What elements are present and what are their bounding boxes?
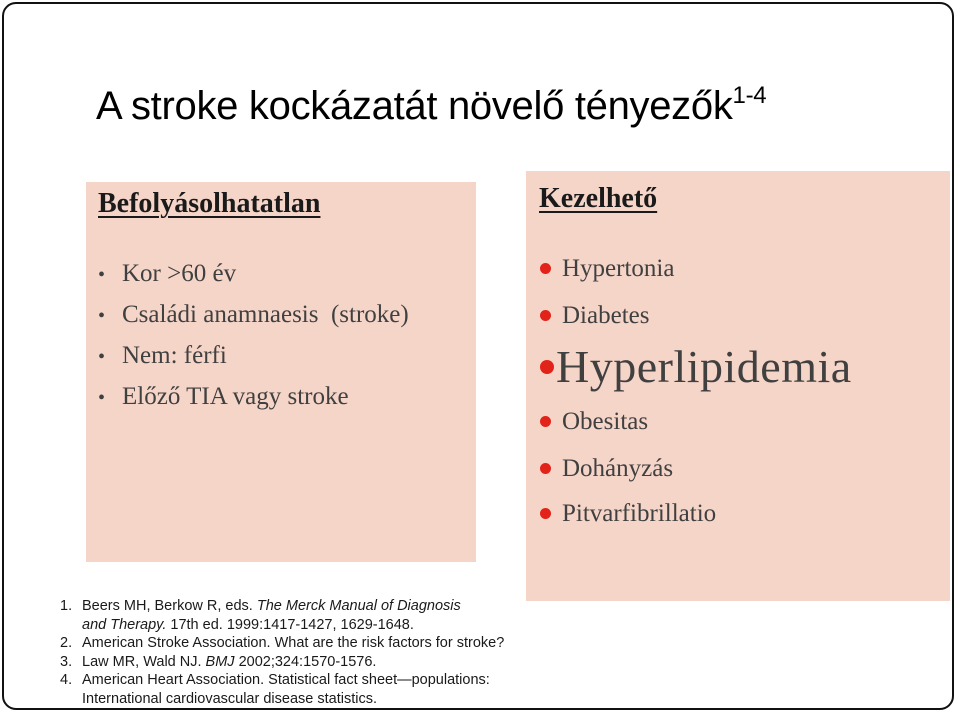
reference-item-continued: International cardiovascular disease statistics. bbox=[82, 690, 377, 707]
list-item: Dohányzás bbox=[540, 454, 852, 484]
red-bullet-icon bbox=[540, 360, 554, 374]
list-item: • Nem: férfi bbox=[98, 342, 227, 369]
slide-title: A stroke kockázatát növelő tényezők$^{1-4}$ bbox=[96, 82, 767, 128]
list-item-emphasized: Hyperlipidemia bbox=[540, 339, 852, 395]
bullet-icon: • bbox=[98, 346, 106, 368]
list-item: Diabetes bbox=[540, 301, 852, 331]
red-bullet-icon bbox=[540, 263, 551, 274]
non-modifiable-factors-box bbox=[86, 182, 476, 562]
red-bullet-icon bbox=[540, 463, 551, 474]
title-superscript: 1-4 bbox=[732, 82, 767, 109]
references-list bbox=[60, 597, 504, 709]
modifiable-heading: Kezelhető bbox=[539, 183, 658, 214]
reference-item: 1. Beers MH, Berkow R, eds. The Merck Manual of Diagnosis bbox=[60, 598, 461, 614]
reference-item-continued: and Therapy. 17th ed. 1999:1417-1427, 1629-1648. bbox=[82, 616, 414, 633]
non-modifiable-list bbox=[98, 260, 409, 424]
red-bullet-icon bbox=[540, 416, 551, 427]
reference-item: 3. Law MR, Wald NJ. BMJ 2002;324:1570-1576. bbox=[60, 653, 377, 670]
bullet-icon: • bbox=[98, 387, 106, 409]
list-item: • Családi anamnaesis (stroke) bbox=[98, 301, 409, 328]
modifiable-factors-box bbox=[526, 171, 950, 601]
bullet-icon: • bbox=[98, 264, 106, 286]
non-modifiable-heading: Befolyásolhatatlan bbox=[98, 188, 321, 219]
slide bbox=[2, 2, 954, 710]
modifiable-list bbox=[540, 254, 852, 529]
red-bullet-icon bbox=[540, 508, 551, 519]
list-item: • Kor >60 év bbox=[98, 260, 237, 287]
red-bullet-icon bbox=[540, 310, 551, 321]
reference-item: 2. American Stroke Association. What are the risk factors for stroke? bbox=[60, 635, 505, 652]
list-item: Hypertonia bbox=[540, 254, 852, 284]
list-item: Obesitas bbox=[540, 407, 852, 437]
reference-item: 4. American Heart Association. Statistical fact sheet—populations: bbox=[60, 672, 490, 689]
list-item: • Előző TIA vagy stroke bbox=[98, 383, 349, 410]
bullet-icon: • bbox=[98, 305, 106, 327]
list-item: Pitvarfibrillatio bbox=[540, 499, 852, 529]
